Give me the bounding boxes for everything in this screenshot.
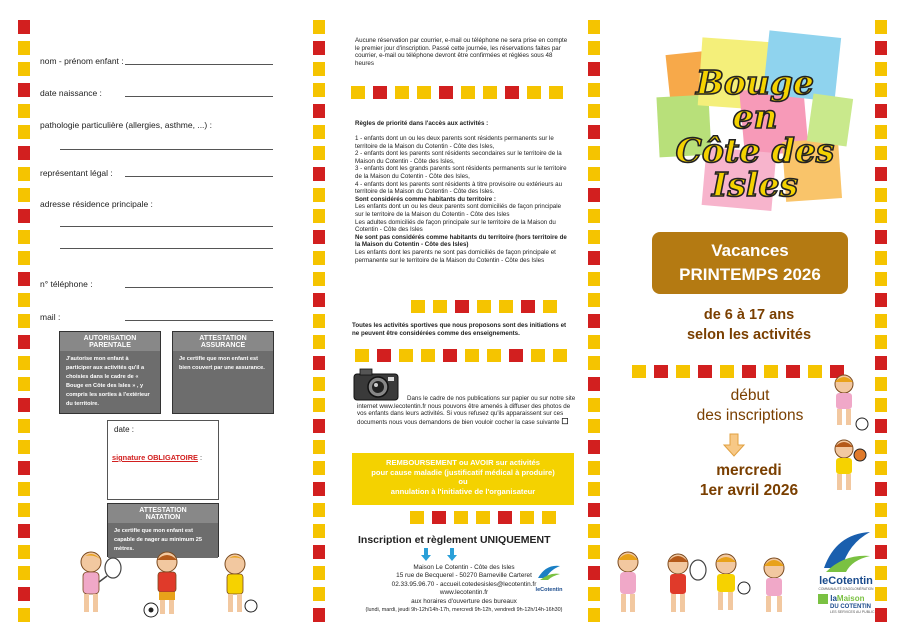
small-logo-text: leCotentin: [535, 587, 563, 593]
stripe-segment: [18, 461, 30, 475]
middle-stripe-1: [351, 86, 571, 99]
pathologie-label: pathologie particulière (allergies, asthme, ...) :: [40, 120, 212, 130]
stripe-segment: [18, 251, 30, 265]
address-line-4[interactable]: www.lecotentin.fr: [439, 589, 489, 597]
stripe-segment: [313, 566, 325, 580]
stripe-segment: [18, 377, 30, 391]
stripe-segment: [313, 482, 325, 496]
maison-logo-main: Maison: [836, 594, 865, 604]
stripe-segment: [18, 83, 30, 97]
stripe-segment: [632, 365, 646, 378]
lecotentin-logo-icon: [820, 528, 872, 574]
girl-tennis-figure-right: [618, 552, 638, 612]
assurance-text: Je certifie que mon enfant est bien couvert par une assurance.: [173, 351, 273, 377]
remboursement-banner: [352, 453, 574, 505]
age-line-2: selon les activités: [686, 327, 812, 343]
stripe-segment: [875, 356, 887, 370]
stripe-segment: [313, 461, 325, 475]
stripe-segment: [875, 335, 887, 349]
stripe-segment: [377, 349, 391, 362]
girl-sitting-figure-right: [764, 558, 784, 612]
kid-football-right-1: [820, 372, 870, 432]
stripe-segment: [483, 86, 497, 99]
considered-title: Sont considérés comme habitants du territoire :: [355, 195, 496, 203]
stripe-segment: [498, 511, 512, 524]
right-stripe-horizontal: [632, 365, 852, 378]
autorisation-box: [59, 331, 161, 414]
address-line-1: Maison Le Cotentin - Côte des Isles: [413, 564, 515, 571]
stripe-segment: [543, 300, 557, 313]
stripe-segment: [588, 587, 600, 601]
stripe-segment: [399, 349, 413, 362]
lecotentin-logo-text: leCotentin: [819, 575, 873, 587]
maison-logo-la: la: [830, 594, 837, 604]
rule-1: 1 - enfants dont un ou les deux parents sont résidents permanents sur le territoire de la Maison du Cotentin - Côte des Isles,: [355, 135, 554, 150]
rule-3: 3 - enfants dont les grands parents sont résidents permanents sur le territoire de la Maison du Cotentin - Côte des Isles,: [355, 165, 567, 180]
stripe-segment: [313, 608, 325, 622]
stripe-segment: [417, 86, 431, 99]
stripe-segment: [18, 398, 30, 412]
stripe-segment: [313, 104, 325, 118]
stripe-segment: [588, 461, 600, 475]
stripe-segment: [875, 188, 887, 202]
stripe-segment: [875, 482, 887, 496]
main-title: [650, 63, 860, 204]
stripe-segment: [477, 300, 491, 313]
assurance-title: ATTESTATION ASSURANCE: [173, 332, 273, 351]
rule-4: 4 - enfants dont les parents sont résidents à titre provisoire ou extérieurs au territoire de la Maison du Cotentin - Côte des Isles.: [355, 180, 563, 196]
stripe-segment: [18, 587, 30, 601]
stripe-segment: [588, 482, 600, 496]
stripe-segment: [875, 251, 887, 265]
stripe-segment: [654, 365, 668, 378]
maison-logo-sub: DU COTENTIN: [830, 604, 871, 610]
stripe-segment: [18, 419, 30, 433]
stripe-segment: [588, 104, 600, 118]
vacances-line-2: PRINTEMPS 2026: [679, 265, 821, 284]
age-range: [640, 305, 858, 345]
stripe-segment: [742, 365, 756, 378]
nom-field[interactable]: [125, 64, 273, 65]
stripe-segment: [875, 419, 887, 433]
banner-line-2: pour cause maladie (justificatif médical à produire): [371, 467, 555, 477]
stripe-segment: [588, 335, 600, 349]
vacances-line-1: Vacances: [711, 241, 789, 260]
stripe-segment: [588, 356, 600, 370]
stripe-segment: [313, 41, 325, 55]
stripe-segment: [875, 41, 887, 55]
assurance-box: [172, 331, 274, 414]
stripe-segment: [875, 167, 887, 181]
maison-logo: [818, 594, 878, 614]
stripe-segment: [313, 167, 325, 181]
stripe-segment: [509, 349, 523, 362]
stripe-segment: [313, 146, 325, 160]
stripe-segment: [18, 566, 30, 580]
stripe-segment: [18, 335, 30, 349]
stripe-segment: [588, 251, 600, 265]
stripe-segment: [549, 86, 563, 99]
stripe-segment: [313, 230, 325, 244]
stripe-segment: [875, 377, 887, 391]
stripe-segment: [465, 349, 479, 362]
stripe-segment: [18, 125, 30, 139]
stripe-segment: [875, 461, 887, 475]
representant-label: représentant légal :: [40, 168, 113, 178]
stripe-segment: [588, 125, 600, 139]
natation-text: Je certifie que mon enfant est capable de nager au minimum 25 mètres.: [108, 523, 218, 558]
stripe-segment: [313, 125, 325, 139]
stripe-segment: [313, 251, 325, 265]
stripe-segment: [521, 300, 535, 313]
stripe-segment: [313, 314, 325, 328]
title-line-3: Côte des: [675, 131, 835, 170]
stripe-segment: [875, 314, 887, 328]
stripe-segment: [588, 440, 600, 454]
stripe-segment: [18, 20, 30, 34]
stripe-segment: [875, 440, 887, 454]
stripe-segment: [588, 398, 600, 412]
stripe-segment: [764, 365, 778, 378]
date-line-2: 1er avril 2026: [699, 482, 799, 499]
stripe-segment: [875, 83, 887, 97]
stripe-segment: [313, 356, 325, 370]
adresse-field-1[interactable]: [60, 226, 273, 227]
stripe-segment: [433, 300, 447, 313]
title-line-4: Isles: [711, 165, 799, 204]
stripe-segment: [313, 377, 325, 391]
stripe-segment: [313, 62, 325, 76]
stripe-segment: [786, 365, 800, 378]
address-line-2: 15 rue de Becquerel - 50270 Barneville Carteret: [396, 572, 532, 580]
adresse-field-2[interactable]: [60, 248, 273, 249]
stripe-segment: [355, 349, 369, 362]
middle-stripe-4: [410, 511, 564, 524]
mail-label: mail :: [40, 312, 61, 322]
stripe-segment: [720, 365, 734, 378]
stripe-segment: [588, 314, 600, 328]
stripe-segment: [588, 230, 600, 244]
kids-illustration-right: [606, 548, 806, 620]
stripe-segment: [499, 300, 513, 313]
stripe-segment: [395, 86, 409, 99]
stripe-segment: [875, 272, 887, 286]
stripe-segment: [520, 511, 534, 524]
mail-field[interactable]: [125, 320, 273, 321]
stripe-segment: [18, 524, 30, 538]
naissance-field[interactable]: [125, 96, 273, 97]
sport-text: Toutes les activités sportives que nous proposons sont des initiations et ne peuvent être considérées comme des enseignements.: [352, 322, 567, 337]
stripe-segment: [18, 482, 30, 496]
address-line-5: aux horaires d'ouverture des bureaux: [411, 597, 517, 605]
stripe-segment: [18, 272, 30, 286]
signature-colon: :: [197, 453, 203, 462]
stripe-segment: [875, 20, 887, 34]
signature-label-row: [112, 453, 202, 462]
stripe-segment: [455, 300, 469, 313]
stripe-segment: [313, 440, 325, 454]
girl-tennis-figure-right-2: [668, 554, 706, 612]
stripe-segment: [18, 608, 30, 622]
stripe-segment: [588, 167, 600, 181]
stripe-segment: [18, 314, 30, 328]
center-right-stripe: [588, 20, 600, 629]
stripe-segment: [373, 86, 387, 99]
down-arrow-icon: [420, 548, 460, 562]
stripe-segment: [588, 83, 600, 97]
stripe-segment: [411, 300, 425, 313]
stripe-segment: [875, 62, 887, 76]
stripe-segment: [588, 503, 600, 517]
inscription-title: Inscription et règlement UNIQUEMENT: [358, 534, 551, 546]
center-left-stripe: [313, 20, 325, 629]
stripe-segment: [588, 272, 600, 286]
boy-football-figure-right: [716, 554, 750, 610]
telephone-label: n° téléphone :: [40, 279, 93, 289]
stripe-segment: [18, 209, 30, 223]
stripe-segment: [588, 188, 600, 202]
stripe-segment: [588, 62, 600, 76]
naissance-label: date naissance :: [40, 88, 102, 98]
stripe-segment: [875, 230, 887, 244]
stripe-segment: [527, 86, 541, 99]
representant-field[interactable]: [125, 176, 273, 177]
stripe-segment: [588, 608, 600, 622]
stripe-segment: [313, 209, 325, 223]
stripe-segment: [421, 349, 435, 362]
stripe-segment: [18, 146, 30, 160]
stripe-segment: [875, 209, 887, 223]
natation-title: ATTESTATION NATATION: [108, 504, 218, 523]
considered-text-2: Les adultes domiciliés de façon principale sur le territoire de la Maison du Cotentin - Côte des Isles: [355, 218, 556, 234]
title-line-1: Bouge: [696, 63, 814, 102]
stripe-segment: [439, 86, 453, 99]
stripe-segment: [531, 349, 545, 362]
priorite-title: Règles de priorité dans l'accès aux activités :: [355, 120, 489, 127]
stripe-segment: [588, 377, 600, 391]
pathologie-field[interactable]: [60, 149, 273, 150]
stripe-segment: [588, 209, 600, 223]
stripe-segment: [313, 503, 325, 517]
photo-text-block: [357, 395, 577, 426]
stripe-segment: [487, 349, 501, 362]
boy-football-figure: [144, 552, 177, 617]
not-considered-text: Les enfants dont les parents ne sont pas domiciliés de façon principale et permanente sur le territoire de la Maison du Cotentin - Côte des Isles: [355, 248, 556, 264]
photo-text: Dans le cadre de nos publications sur papier ou sur notre site internet www.lecotentin.fr nous pouvons être amenés à diffuser des photos de vos enfants dans leurs activités. Si vous refusez qu'ils apparaissent sur ces documents nous vous demandons de bien vouloir cocher la case suivante: [357, 395, 576, 426]
stripe-segment: [476, 511, 490, 524]
stripe-segment: [875, 503, 887, 517]
stripe-segment: [588, 566, 600, 580]
banner-line-3: ou: [458, 477, 468, 486]
girl-tennis-figure: [81, 552, 121, 612]
signature-box[interactable]: [107, 420, 219, 500]
rule-2: 2 - enfants dont les parents sont résidents secondaires sur le territoire de la Maison du Cotentin - Côte des Isles,: [355, 150, 562, 165]
maison-logo-sub2: LES SERVICES AU PUBLIC: [830, 610, 875, 614]
stripe-segment: [588, 41, 600, 55]
stripe-segment: [18, 503, 30, 517]
autorisation-text: J'autorise mon enfant à participer aux activités qu'il a choisies dans le cadre de « Bouge en Côte des Isles » , y compris les sorties à l'extérieur du territoire.: [60, 351, 160, 413]
telephone-field[interactable]: [125, 287, 273, 288]
arrow-down-icon: [722, 433, 746, 457]
stripe-segment: [18, 293, 30, 307]
kids-illustration-left: [55, 548, 265, 620]
reservation-text: Aucune réservation par courrier, e-mail ou téléphone ne sera prise en compte le premier jour d'inscription. Passé cette journée, les réservations faites par courrier, e-mail ou téléphone devront être confirmées et réglées sous 48 heures: [355, 37, 568, 67]
lecotentin-logo-sub: COMMUNAUTÉ D'AGGLOMÉRATION: [818, 587, 874, 591]
stripe-segment: [676, 365, 690, 378]
vacances-box: [652, 232, 848, 294]
stripe-segment: [313, 20, 325, 34]
maison-logo-icon: [818, 594, 828, 604]
stripe-segment: [454, 511, 468, 524]
girl-running-figure: [225, 554, 257, 612]
stripe-segment: [18, 62, 30, 76]
date-label: date :: [114, 425, 135, 434]
stripe-segment: [18, 356, 30, 370]
cotentin-swoosh-icon: [536, 562, 562, 582]
stripe-segment: [698, 365, 712, 378]
date-line-1: mercredi: [716, 462, 782, 479]
stripe-segment: [588, 419, 600, 433]
age-line-1: de 6 à 17 ans: [703, 307, 795, 323]
stripe-segment: [553, 349, 567, 362]
stripe-segment: [313, 419, 325, 433]
stripe-segment: [875, 125, 887, 139]
stripe-segment: [18, 440, 30, 454]
middle-stripe-2: [411, 300, 565, 313]
stripe-segment: [588, 20, 600, 34]
adresse-label: adresse résidence principale :: [40, 199, 153, 209]
stripe-segment: [313, 83, 325, 97]
stripe-segment: [18, 167, 30, 181]
stripe-segment: [313, 293, 325, 307]
stripe-segment: [432, 511, 446, 524]
stripe-segment: [875, 104, 887, 118]
banner-line-1: REMBOURSEMENT ou AVOIR sur activités: [385, 458, 540, 467]
kid-basket-right-2: [820, 437, 870, 495]
stripe-segment: [588, 524, 600, 538]
address-line-3[interactable]: 02.33.95.96.70 - accueil.cotedesisles@lecotentin.fr: [391, 580, 537, 588]
stripe-segment: [875, 398, 887, 412]
stripe-segment: [542, 511, 556, 524]
stripe-segment: [313, 335, 325, 349]
not-considered-title: Ne sont pas considérés comme habitants du territoire (hors territoire de la Maison du Cotentin - Côte des Isles): [355, 233, 567, 249]
stripe-segment: [313, 587, 325, 601]
left-stripe: [18, 20, 30, 629]
stripe-segment: [313, 272, 325, 286]
stripe-segment: [588, 545, 600, 559]
stripe-segment: [18, 230, 30, 244]
stripe-segment: [313, 545, 325, 559]
considered-text-1: Les enfants dont un ou les deux parents sont domiciliés de façon principale sur le territoire de la Maison du Cotentin - Côte des Isles: [355, 203, 562, 218]
stripe-segment: [18, 188, 30, 202]
stripe-segment: [313, 524, 325, 538]
debut-line-1: début: [730, 387, 770, 404]
stripe-segment: [313, 188, 325, 202]
stripe-segment: [875, 293, 887, 307]
stripe-segment: [410, 511, 424, 524]
debut-line-2: des inscriptions: [696, 407, 804, 424]
stripe-segment: [505, 86, 519, 99]
middle-stripe-3: [355, 349, 575, 362]
small-cotentin-logo: [532, 562, 566, 593]
stripe-segment: [461, 86, 475, 99]
stripe-segment: [18, 41, 30, 55]
stripe-segment: [443, 349, 457, 362]
stripe-segment: [588, 293, 600, 307]
stripe-segment: [588, 146, 600, 160]
nom-label: nom - prénom enfant :: [40, 56, 124, 66]
banner-line-4: annulation à l'initiative de l'organisateur: [390, 486, 536, 496]
title-line-2: en: [732, 97, 778, 136]
address-line-6: (lundi, mardi, jeudi 9h-12h/14h-17h, mercredi 9h-12h, vendredi 9h-12h/14h-16h30): [365, 607, 563, 614]
autorisation-title: AUTORISATION PARENTALE: [60, 332, 160, 351]
rules-block: [355, 135, 570, 264]
lecotentin-logo: [814, 528, 878, 591]
stripe-segment: [313, 398, 325, 412]
stripe-segment: [18, 104, 30, 118]
stripe-segment: [18, 545, 30, 559]
stripe-segment: [351, 86, 365, 99]
signature-label: signature OBLIGATOIRE: [112, 453, 198, 462]
stripe-segment: [875, 146, 887, 160]
photo-consent-checkbox[interactable]: ☐: [561, 416, 569, 426]
